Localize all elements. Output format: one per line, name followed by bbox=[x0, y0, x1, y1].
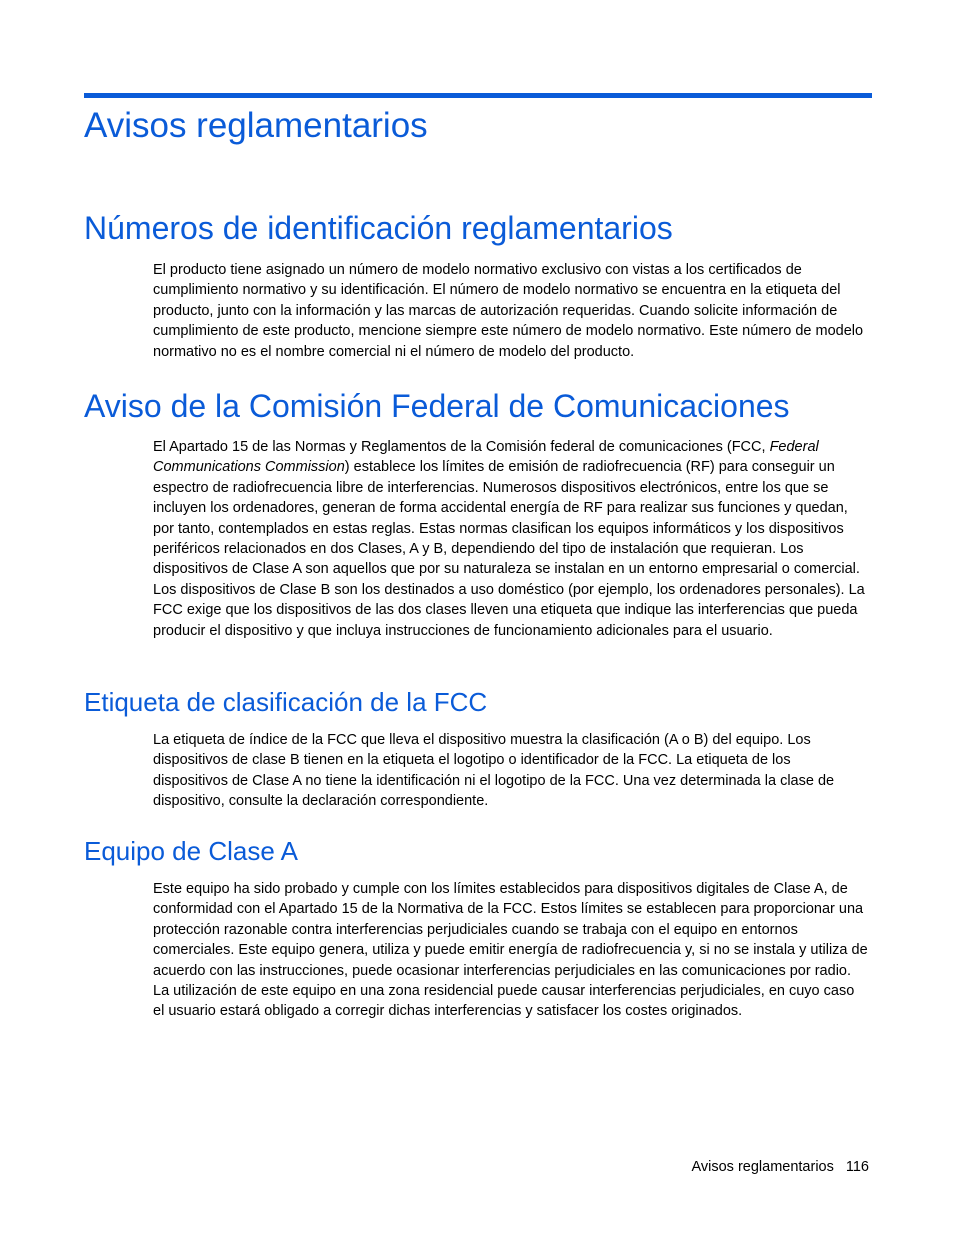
footer-page-number: 116 bbox=[845, 1159, 869, 1175]
paragraph-regulatory-id-numbers: El producto tiene asignado un número de modelo normativo exclusivo con vistas a los certificados de cumplimiento normativo y su identificación. El número de modelo normativo se encuentra en la etiqueta del producto, junto con la información y las marcas de autorización requeridas. Cuando solicite información de cumplimiento de este producto, mencione siempre este número de modelo normativo. Este número de modelo normativo no es el nombre comercial ni el número de modelo del producto. bbox=[153, 262, 864, 360]
paragraph-fcc-notice bbox=[153, 437, 869, 641]
heading-fcc-rating-label: Etiqueta de clasificación de la FCC bbox=[84, 687, 488, 717]
paragraph-class-a-equipment: Este equipo ha sido probado y cumple con los límites establecidos para dispositivos digitales de Clase A, de conformidad con el Apartado 15 de la Normativa de la FCC. Estos límites se establecen para proporcionar una protección razonable contra interferencias perjudiciales cuando se trabaja con el equipo en entornos comerciales. Este equipo genera, utiliza y puede emitir energía de radiofrecuencia y, si no se instala y utiliza de acuerdo con las instrucciones, puede ocasionar interferencias perjudiciales en las comunicaciones por radio. La utilización de este equipo en una zona residencial puede causar interferencias perjudiciales, en cuyo caso el usuario estará obligado a corregir dichas interferencias y satisfacer los costes originados. bbox=[153, 881, 868, 1020]
heading-fcc-notice: Aviso de la Comisión Federal de Comunicaciones bbox=[84, 388, 790, 424]
fcc-notice-text-italic: Federal Communications Commission bbox=[153, 439, 819, 476]
page-title: Avisos reglamentarios bbox=[84, 106, 428, 145]
fcc-notice-text-end: ) establece los límites de emisión de radiofrecuencia (RF) para conseguir un espectro de radiofrecuencia libre de interferencias. Numerosos dispositivos electrónicos, entre los que se incluyen los ordenadores, generan de forma accidental energía de RF para realizar sus funciones y quedan, por tanto, contemplados en estas reglas. Estas normas clasifican los equipos informáticos y los dispositivos periféricos relacionados en dos Clases, A y B, dependiendo del tipo de instalación que requieran. Los dispositivos de Clase A son aquellos que por su naturaleza se instalan en un entorno empresarial o comercial. Los dispositivos de Clase B son los destinados a uso doméstico (por ejemplo, los ordenadores personales). La FCC exige que los dispositivos de las dos clases lleven una etiqueta que indique las interferencias que pueda producir el dispositivo y que incluya instrucciones de funcionamiento adicionales para el usuario. bbox=[153, 459, 865, 639]
heading-regulatory-id-numbers: Números de identificación reglamentarios bbox=[84, 210, 673, 246]
heading-class-a-equipment: Equipo de Clase A bbox=[84, 836, 298, 866]
footer-section-name: Avisos reglamentarios bbox=[691, 1159, 834, 1175]
fcc-notice-text-start: El Apartado 15 de las Normas y Reglamentos de la Comisión federal de comunicaciones (FCC, bbox=[153, 439, 770, 455]
top-rule bbox=[84, 93, 872, 98]
paragraph-fcc-rating-label: La etiqueta de índice de la FCC que lleva el dispositivo muestra la clasificación (A o B) del equipo. Los dispositivos de clase B tienen en la etiqueta el logotipo o identificador de la FCC. La etiqueta de los dispositivos de Clase A no tiene la identificación ni el logotipo de la FCC. Una vez determinada la clase de dispositivo, consulte la declaración correspondiente. bbox=[153, 732, 835, 810]
page-footer bbox=[691, 1157, 869, 1177]
